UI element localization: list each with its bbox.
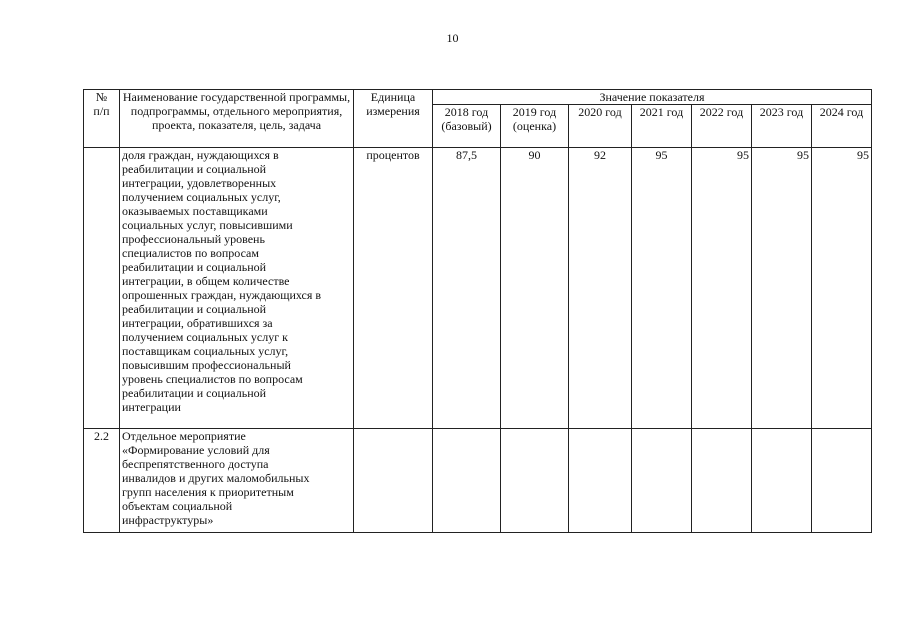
value-2020 — [569, 429, 632, 533]
header-value-group: Значение показателя — [433, 90, 872, 105]
header-name-text: Наименование государственной программы, подпрограммы, отдельного мероприятия, проекта, показателя, цель, задача — [122, 90, 351, 132]
row-name-line: реабилитации и социальной — [122, 302, 267, 316]
row-unit: процентов — [354, 148, 433, 429]
header-row-1 — [84, 90, 872, 105]
value-2019 — [501, 429, 569, 533]
header-num: № п/п — [84, 90, 120, 148]
row-name-line: реабилитации и социальной — [122, 260, 267, 274]
row-name-line: специалистов по вопросам — [122, 246, 259, 260]
header-year-2019: 2019 год (оценка) — [501, 105, 569, 148]
row-name — [120, 429, 354, 533]
value-2019: 90 — [501, 148, 569, 429]
row-name-line: Отдельное мероприятие — [122, 429, 246, 443]
header-year-2018: 2018 год (базовый) — [433, 105, 501, 148]
row-name-line: «Формирование условий для — [122, 443, 270, 457]
row-name-line: интеграции, обратившихся за — [122, 316, 273, 330]
row-name-line: опрошенных граждан, нуждающихся в — [122, 288, 322, 302]
value-2021 — [632, 429, 692, 533]
row-name-line: социальных услуг, повысившими — [122, 218, 293, 232]
row-num: 2.2 — [84, 429, 120, 533]
page-number: 10 — [446, 31, 459, 45]
header-year-2023: 2023 год — [752, 105, 812, 148]
value-2022 — [692, 429, 752, 533]
header-year-2024: 2024 год — [812, 105, 872, 148]
value-2024: 95 — [812, 148, 872, 429]
table-row — [84, 148, 872, 429]
row-name-line: оказываемых поставщиками — [122, 204, 268, 218]
row-name-line: интеграции, удовлетворенных — [122, 176, 277, 190]
header-name — [120, 90, 354, 148]
value-2018: 87,5 — [433, 148, 501, 429]
header-year-2021: 2021 год — [632, 105, 692, 148]
value-2018 — [433, 429, 501, 533]
row-name-line: повысившим профессиональный — [122, 358, 291, 372]
value-2021: 95 — [632, 148, 692, 429]
value-2023: 95 — [752, 148, 812, 429]
row-name-line: доля граждан, нуждающихся в — [122, 148, 279, 162]
row-name-line: интеграции, в общем количестве — [122, 274, 290, 288]
row-num — [84, 148, 120, 429]
value-2020: 92 — [569, 148, 632, 429]
row-name — [120, 148, 354, 429]
row-name-line: групп населения к приоритетным — [122, 485, 294, 499]
value-2022: 95 — [692, 148, 752, 429]
row-name-line: получением социальных услуг к — [122, 330, 288, 344]
row-name-line: получением социальных услуг, — [122, 190, 281, 204]
row-name-line: объектам социальной — [122, 499, 233, 513]
header-year-2022: 2022 год — [692, 105, 752, 148]
row-name-line: реабилитации и социальной — [122, 386, 267, 400]
row-name-line: беспрепятственного доступа — [122, 457, 269, 471]
row-name-line: инфраструктуры» — [122, 513, 214, 527]
row-name-line: реабилитации и социальной — [122, 162, 267, 176]
header-unit: Единица измерения — [354, 90, 433, 148]
value-2024 — [812, 429, 872, 533]
row-name-line: интеграции — [122, 400, 181, 414]
row-name-line: поставщикам социальных услуг, — [122, 344, 289, 358]
row-unit — [354, 429, 433, 533]
indicator-table — [83, 89, 872, 533]
row-name-line: инвалидов и других маломобильных — [122, 471, 310, 485]
row-name-line: уровень специалистов по вопросам — [122, 372, 303, 386]
table-row — [84, 429, 872, 533]
header-year-2020: 2020 год — [569, 105, 632, 148]
value-2023 — [752, 429, 812, 533]
row-name-line: профессиональный уровень — [122, 232, 265, 246]
